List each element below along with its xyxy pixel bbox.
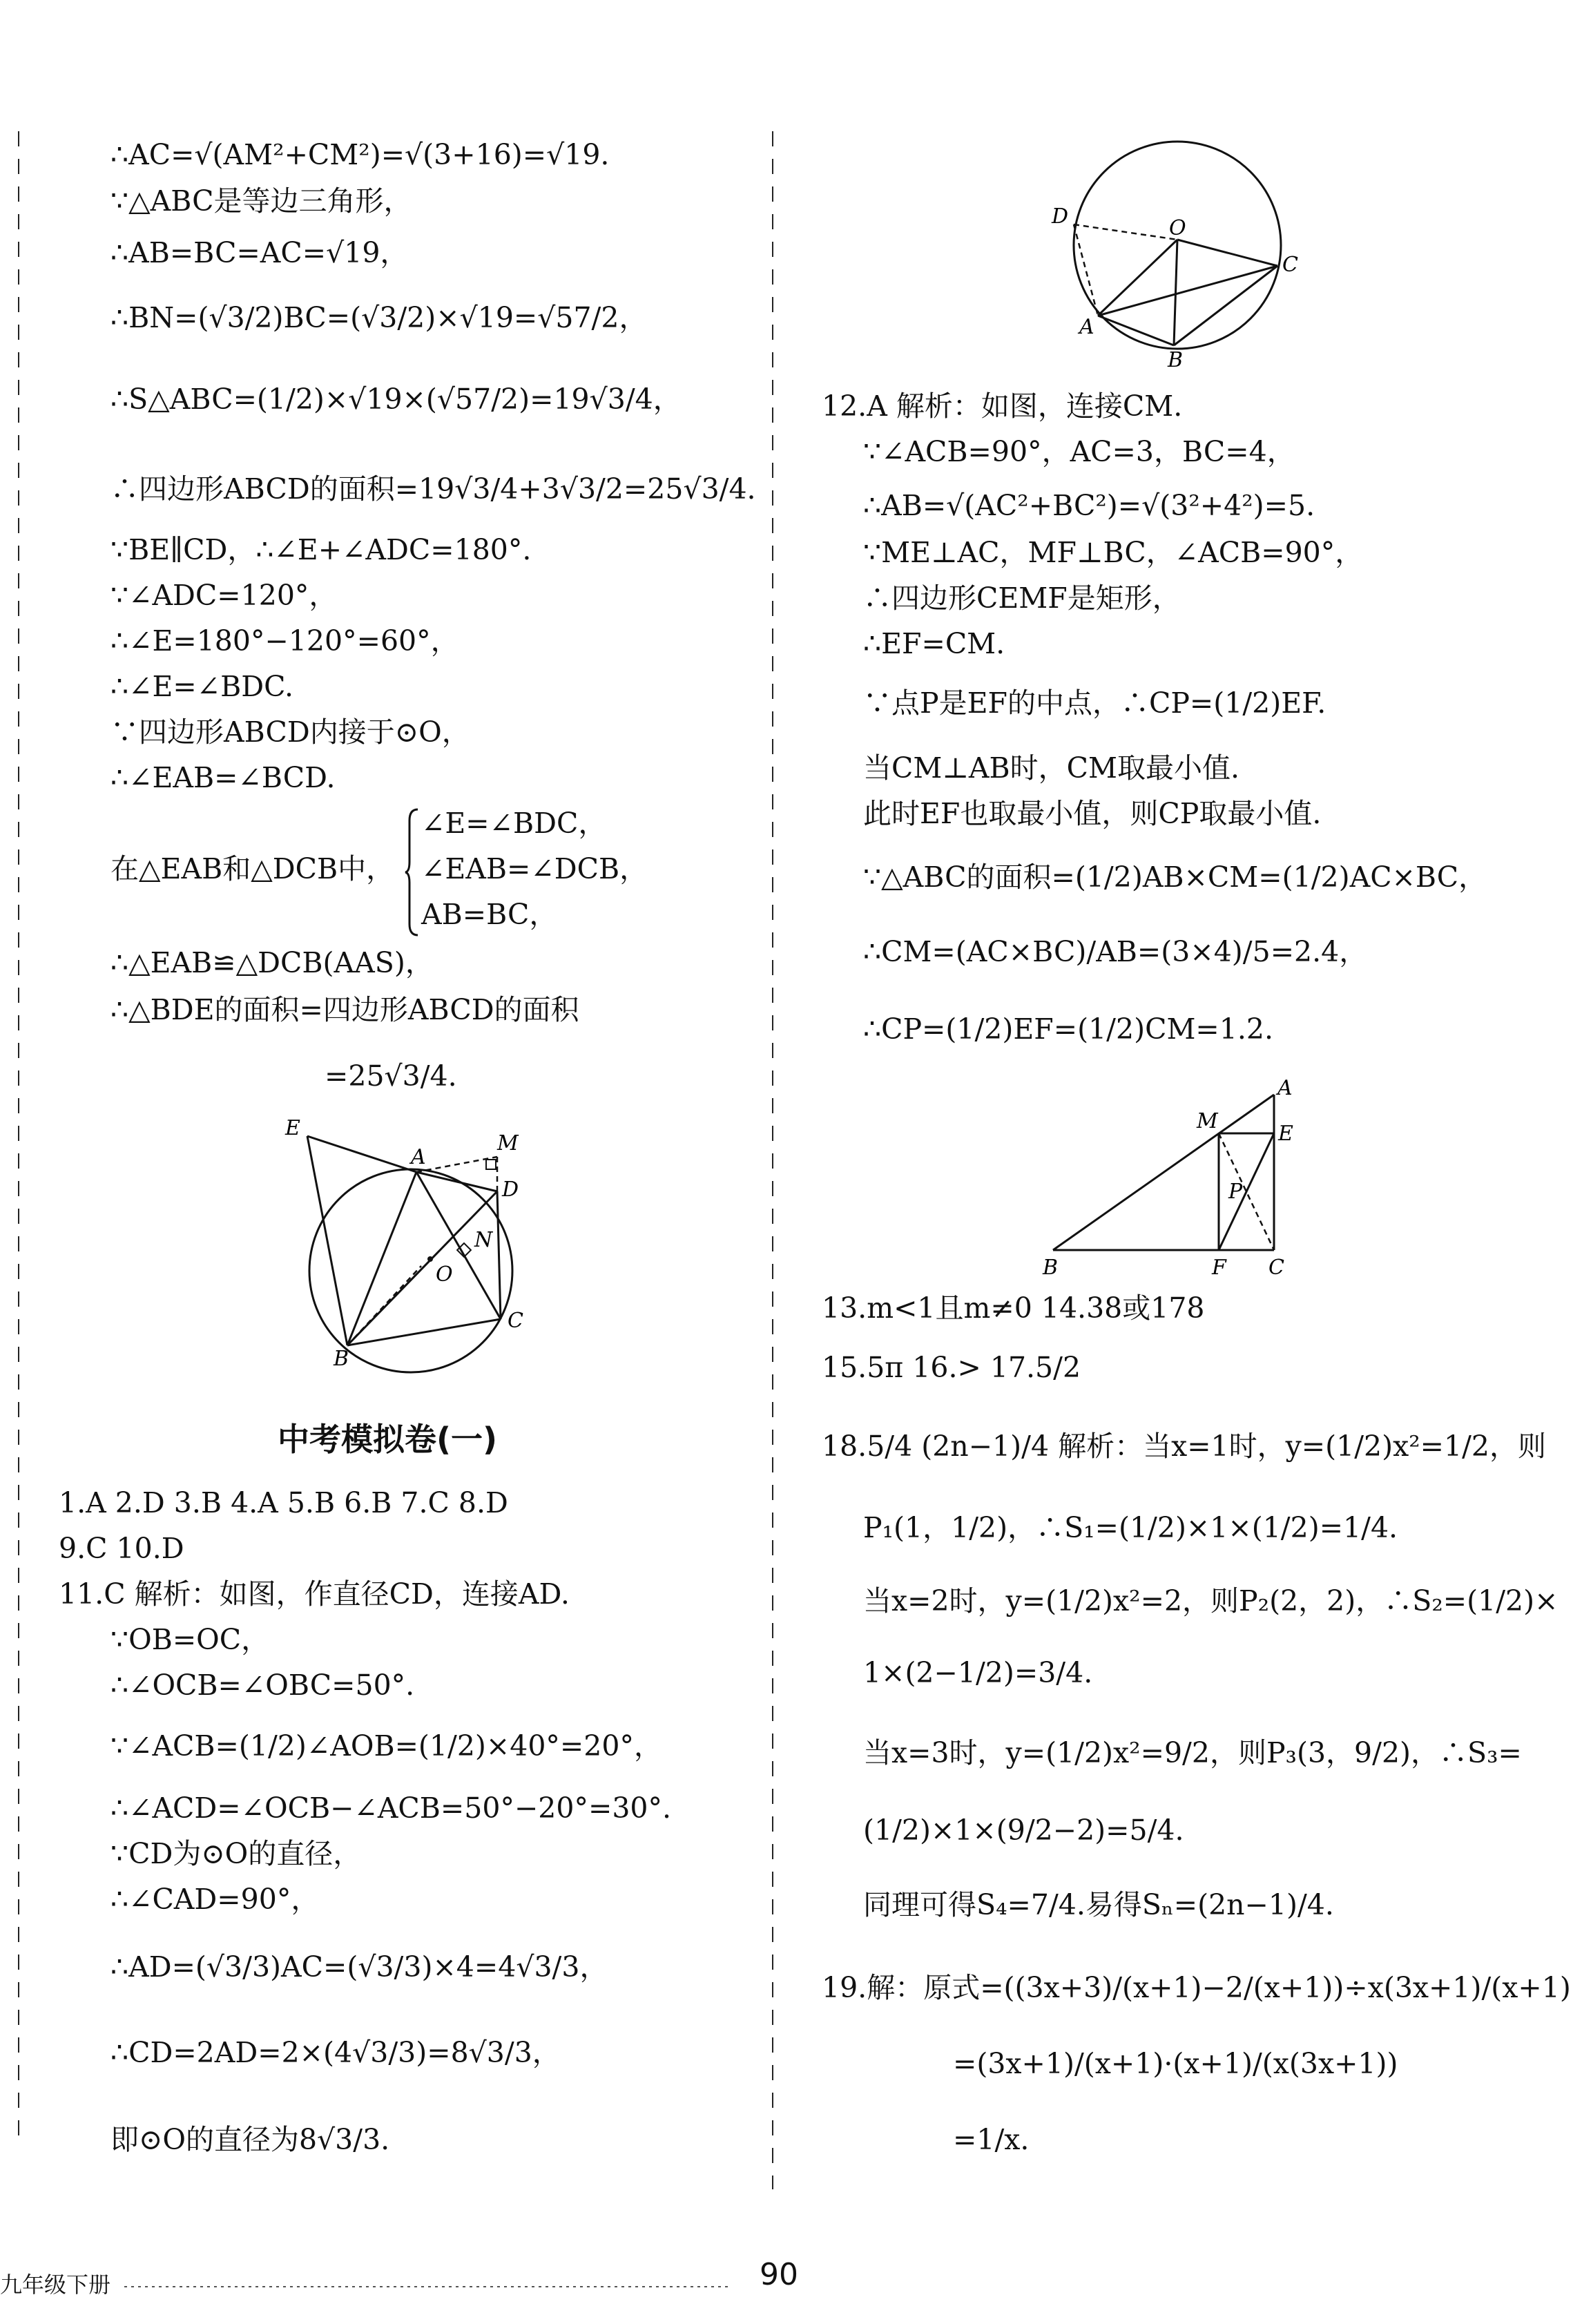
system-eq-3: AB=BC， [421,898,558,931]
text-line: ∴△BDE的面积=四边形ABCD的面积 [110,993,579,1026]
label-A: A [1079,315,1094,339]
circle-diameter-figure [1046,135,1322,383]
text-line: ∵四边形ABCD内接于⊙O， [110,716,470,749]
q11-line: ∴∠ACD=∠OCB−∠ACB=50°−20°=30°. [110,1792,672,1825]
brace-icon [404,807,421,938]
label-N: N [474,1228,493,1252]
q18-line: 当x=3时，y=(1/2)x²=9/2，则P₃(3，9/2)，∴S₃= [863,1736,1522,1769]
label-B: B [334,1347,349,1371]
q11-line: 11.C 解析：如图，作直径CD，连接AD. [59,1577,570,1611]
label-A: A [1277,1076,1293,1100]
label-B: B [1168,348,1184,372]
q11-line: ∴AD=(√3/3)AC=(√3/3)×4=4√3/3， [110,1950,608,1984]
q12-line: ∴CM=(AC×BC)/AB=(3×4)/5=2.4， [863,935,1368,968]
label-M: M [497,1131,519,1155]
label-O: O [436,1262,453,1287]
binding-margin-line [18,131,19,2148]
text-line: ∴S△ABC=(1/2)×√19×(√57/2)=19√3/4， [110,383,682,416]
q19-line: 19.解：原式=((3x+3)/(x+1)−2/(x+1))÷x(3x+1)/(x+1) [822,1971,1571,2004]
label-O: O [1169,216,1186,240]
footer-grade-label: 九年级下册 [0,2272,111,2298]
answer-row: 13.m<1且m≠0 14.38或178 [822,1291,1205,1325]
label-C: C [508,1309,523,1333]
text-line: ∵△ABC是等边三角形， [110,184,412,218]
text-line: ∴∠EAB=∠BCD. [110,761,336,794]
q11-line: ∵CD为⊙O的直径， [110,1837,362,1870]
q11-line: ∵∠ACB=(1/2)∠AOB=(1/2)×40°=20°， [110,1729,662,1763]
q12-line: ∵△ABC的面积=(1/2)AB×CM=(1/2)AC×BC， [863,861,1487,894]
answer-row: 15.5π 16.> 17.5/2 [822,1351,1081,1384]
q11-line: ∴∠OCB=∠OBC=50°. [110,1669,415,1702]
q12-line: ∵点P是EF的中点，∴CP=(1/2)EF. [863,686,1326,720]
q18-line: (1/2)×1×(9/2−2)=5/4. [863,1814,1184,1847]
label-A: A [411,1145,426,1169]
q11-line: ∴CD=2AD=2×(4√3/3)=8√3/3， [110,2036,561,2069]
label-D: D [1052,204,1069,229]
q11-line: 即⊙O的直径为8√3/3. [110,2123,390,2156]
q19-line: =(3x+1)/(x+1)·(x+1)/(x(3x+1)) [953,2047,1398,2080]
text-line: ∵∠ADC=120°， [110,579,338,612]
q12-line: ∵ME⊥AC，MF⊥BC，∠ACB=90°， [863,536,1364,569]
section-title: 中考模拟卷(一) [278,1421,498,1458]
text-line: 在△EAB和△DCB中， [110,852,395,885]
q12-line: ∵∠ACB=90°，AC=3，BC=4， [863,435,1295,468]
right-triangle-figure [1039,1074,1315,1281]
q18-line: 1×(2−1/2)=3/4. [863,1656,1093,1689]
q11-line: ∴∠CAD=90°， [110,1883,320,1916]
q12-line: ∴AB=√(AC²+BC²)=√(3²+4²)=5. [863,489,1315,522]
label-F: F [1212,1256,1226,1280]
text-line: ∴BN=(√3/2)BC=(√3/2)×√19=√57/2， [110,301,648,334]
q12-line: 12.A 解析：如图，连接CM. [822,390,1183,423]
q12-line: 当CM⊥AB时，CM取最小值. [863,751,1240,785]
text-line: ∴AB=BC=AC=√19， [110,236,409,269]
label-E: E [285,1116,300,1140]
footer-dotted-rule [124,2286,732,2287]
label-P: P [1228,1180,1243,1204]
q11-line: ∵OB=OC， [110,1623,270,1656]
label-B: B [1043,1256,1059,1280]
system-eq-1: ∠E=∠BDC， [421,807,607,840]
q18-line: 当x=2时，y=(1/2)x²=2，则P₂(2，2)，∴S₂=(1/2)× [863,1584,1558,1617]
text-line: ∴四边形ABCD的面积=19√3/4+3√3/2=25√3/4. [110,472,756,506]
label-C: C [1282,253,1298,277]
text-line: ∴∠E=∠BDC. [110,670,294,703]
q18-line: P₁(1，1/2)，∴S₁=(1/2)×1×(1/2)=1/4. [863,1511,1398,1544]
text-line: ∴AC=√(AM²+CM²)=√(3+16)=√19. [110,138,610,171]
q18-line: 18.5/4 (2n−1)/4 解析：当x=1时，y=(1/2)x²=1/2，则 [822,1430,1547,1463]
label-D: D [502,1178,519,1202]
text-line: ∵BE∥CD，∴∠E+∠ADC=180°. [110,533,532,566]
q12-line: 此时EF也取最小值，则CP取最小值. [863,797,1322,830]
column-divider [772,131,773,2189]
q18-line: 同理可得S₄=7/4.易得Sₙ=(2n−1)/4. [863,1888,1334,1921]
label-C: C [1268,1256,1284,1280]
text-line: ∴△EAB≌△DCB(AAS)， [110,946,434,979]
label-E: E [1278,1122,1293,1146]
label-M: M [1197,1109,1218,1133]
answer-row: 9.C 10.D [59,1532,184,1565]
answer-row: 1.A 2.D 3.B 4.A 5.B 6.B 7.C 8.D [59,1486,508,1519]
system-eq-2: ∠EAB=∠DCB， [421,852,648,885]
q12-line: ∴CP=(1/2)EF=(1/2)CM=1.2. [863,1012,1274,1046]
q12-line: ∴EF=CM. [863,627,1005,660]
page-number: 90 [760,2257,798,2292]
text-line: =25√3/4. [325,1059,457,1093]
circle-quadrilateral-figure [273,1115,563,1385]
q19-line: =1/x. [953,2123,1030,2156]
text-line: ∴∠E=180°−120°=60°， [110,624,459,657]
q12-line: ∴四边形CEMF是矩形， [863,582,1181,615]
